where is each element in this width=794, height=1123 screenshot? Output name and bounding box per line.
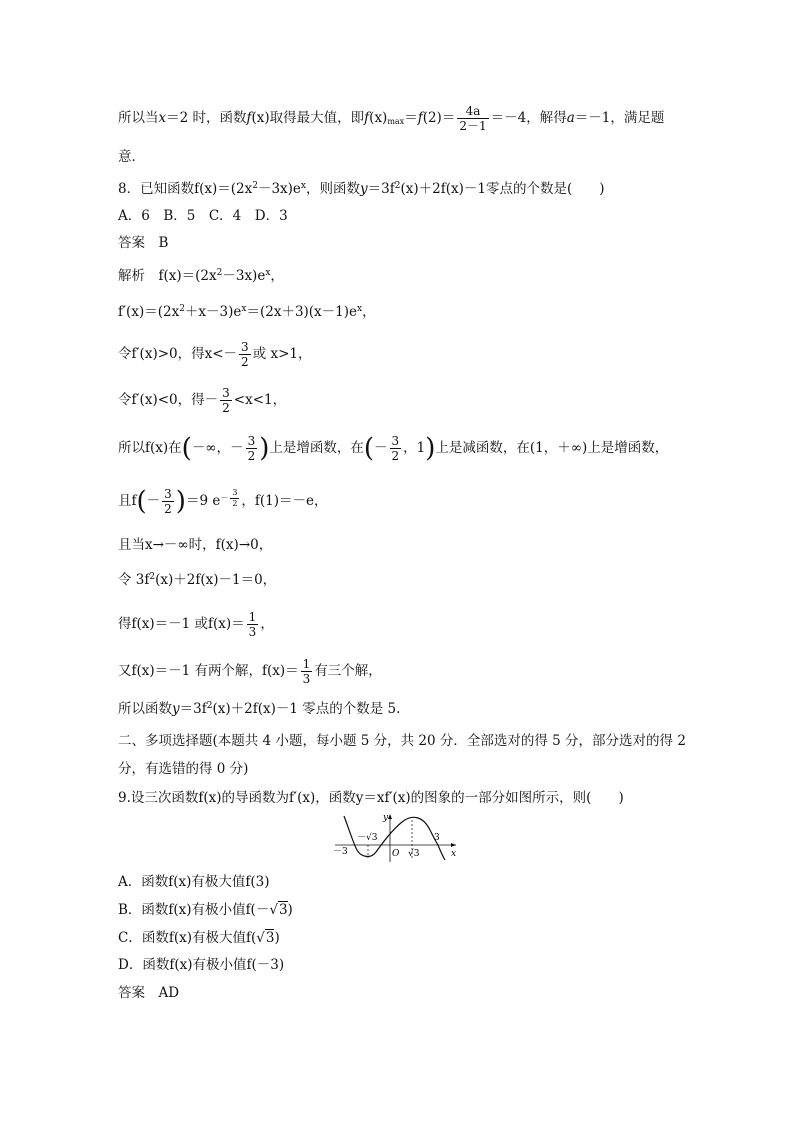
x-axis-label: x: [451, 849, 457, 859]
question-8: 8．已知函数$f(x)=(2x^2-3x)e^x$，则函数$y=3f^2(x)+2f(x)-1$零点的个数是( ): [118, 181, 605, 197]
y-axis-arrow: [388, 814, 392, 819]
monotonicity-line: 所以f(x)在(－∞，－ $\frac{3}{2}$ )上是增函数，在(－ $\frac{3}{2}$ ，1)上是减函数，在(1，＋∞)上是增函数，: [118, 433, 669, 464]
tick-neg-sqrt3: －√3: [357, 833, 378, 843]
derivative-graph: [330, 812, 465, 864]
fraction-three-halves: $\frac{3}{2}$: [241, 340, 249, 369]
fraction-one-third: $\frac{1}{3}$: [248, 610, 257, 639]
limit-line: 且当x→－∞时，f(x)→0，: [118, 537, 273, 553]
fraction-three-halves: $\frac{3}{2}$: [164, 487, 172, 516]
option-c: C．函数f(x)有极大值f(√3): [118, 930, 280, 946]
tick-neg3: －3: [333, 847, 348, 857]
fraction-4a: $\frac{4a}{2-1}$: [459, 104, 487, 133]
solution-line-end: 意．: [118, 149, 145, 165]
origin-label: O: [392, 849, 400, 859]
derivative-line: $f'(x)=(2x^2+x-3)e^x=(2x+3)(x-1)e^x$，: [118, 304, 376, 320]
option-d: D．函数f(x)有极小值f(－3): [118, 957, 285, 973]
section-2-heading: 二、多项选择题(本题共 4 小题，每小题 5 分，共 20 分．全部选对的得 5 分，部分选对的得 2: [118, 733, 686, 749]
fraction-three-halves: $\frac{3}{2}$: [222, 386, 230, 415]
tick-pos-sqrt3: √3: [408, 849, 420, 859]
values-line: 且f(－ $\frac{3}{2}$ )＝9 $e^{- \frac{3}{2}}$ ，f(1)＝－e，: [118, 486, 328, 517]
question-8-options: A．6 B．5 C．4 D．3: [118, 208, 288, 224]
conclusion-line: 所以函数$y=3f^2(x)+2f(x)-1$ 零点的个数是 5.: [118, 701, 401, 717]
answer-8: 答案 B: [118, 235, 169, 251]
fraction-three-halves: $\frac{3}{2}$: [391, 434, 400, 463]
solution-line-max: 所以当x＝2 时，函数f(x)取得最大值，即$f(x)_{max}=f(2)=$ $\frac{4a}{2-1}$ ＝－4，解得a＝－1，满足题: [118, 104, 665, 133]
option-a: A．函数f(x)有极大值f(3): [118, 874, 270, 890]
solutions-count-line: 又f(x)＝－1 有两个解，f(x)＝ $\frac{1}{3}$ 有三个解，: [118, 657, 382, 686]
roots-line: 得f(x)＝－1 或f(x)＝ $\frac{1}{3}$ ，: [118, 610, 274, 639]
tick-pos3: 3: [434, 833, 440, 843]
x-axis-arrow: [451, 843, 456, 847]
answer-9: 答案 AD: [118, 985, 180, 1001]
section-2-heading-cont: 分，有选错的得 0 分): [118, 761, 249, 777]
analysis-line: 解析 $f(x)=(2x^2-3x)e^x$，: [118, 268, 284, 284]
option-b: B．函数f(x)有极小值f(－√3): [118, 902, 293, 918]
fraction-three-halves: $\frac{3}{2}$: [247, 434, 256, 463]
question-9: 9.设三次函数f(x)的导函数为f′(x)，函数y＝xf′(x)的图象的一部分如图所示，则( ): [118, 790, 624, 806]
condition-increase: 令f′(x)>0，得x<－ $\frac{3}{2}$ 或 x>1，: [118, 340, 312, 369]
equation-line: 令 $3f^2(x)+2f(x)-1=0$，: [118, 572, 277, 588]
y-axis-label: y: [383, 813, 389, 823]
fraction-one-third: $\frac{1}{3}$: [302, 657, 311, 686]
condition-decrease: 令f′(x)<0，得－ $\frac{3}{2}$ <x<1，: [118, 386, 287, 415]
